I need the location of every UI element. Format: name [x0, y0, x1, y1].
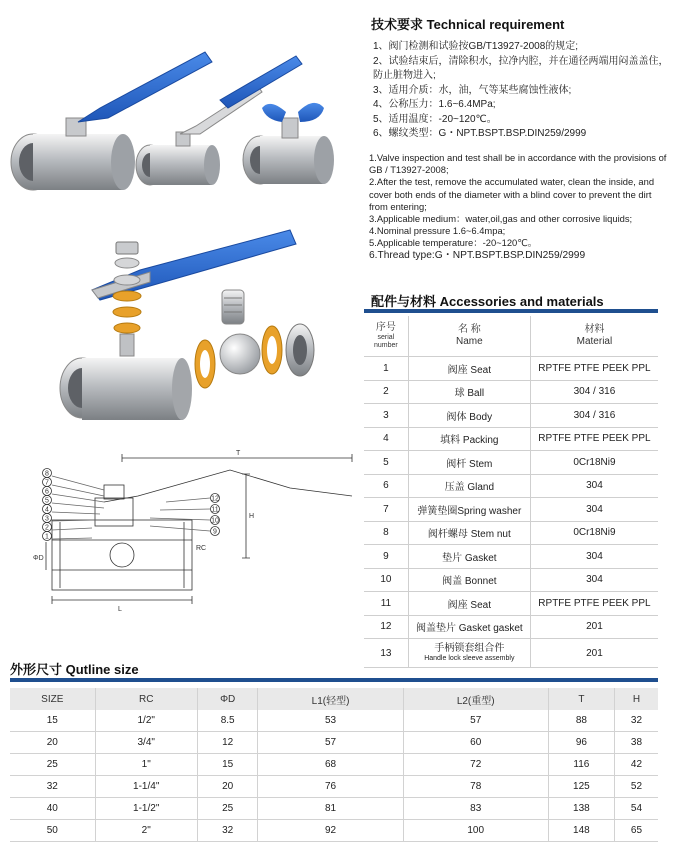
table-cell: 20 — [10, 732, 95, 754]
serial-cell: 2 — [364, 380, 408, 404]
material-cell: 304 — [530, 568, 658, 592]
table-cell: 53 — [258, 710, 403, 732]
table-row — [364, 404, 658, 428]
table-cell: 96 — [548, 732, 614, 754]
column-header: L1(轻型) — [258, 688, 403, 710]
serial-cell: 12 — [364, 615, 408, 639]
list-item: 6.Thread type:G・NPT.BSPT.BSP.DIN259/2999 — [369, 249, 586, 261]
table-cell: 32 — [197, 820, 258, 842]
table-header-row — [364, 316, 658, 357]
table-cell: 15 — [197, 754, 258, 776]
list-item: 1、阀门检测和试验按GB/T13927-2008的规定; — [373, 41, 579, 52]
accessories-table — [364, 316, 658, 668]
material-cell: 0Cr18Ni9 — [530, 451, 658, 475]
name-cell: 阀盖垫片 Gasket gasket — [408, 615, 530, 639]
material-cell: 201 — [530, 615, 658, 639]
callout-number: 8 — [45, 470, 49, 478]
callout-number: 12 — [211, 495, 219, 503]
dim-t-label: T — [236, 450, 241, 457]
table-row — [364, 521, 658, 545]
table-cell: 60 — [403, 732, 548, 754]
column-header: T — [548, 688, 614, 710]
table-row — [10, 732, 658, 754]
outline-title: 外形尺寸 Qutline size — [10, 662, 139, 677]
name-subtext: Handle lock sleeve assembly — [424, 655, 515, 662]
technical-requirement-title: 技术要求 Technical requirement — [371, 17, 565, 32]
callout-number: 1 — [45, 533, 49, 541]
table-cell: 2" — [95, 820, 197, 842]
product-illustrations — [0, 0, 360, 660]
table-row — [364, 474, 658, 498]
serial-cell: 8 — [364, 521, 408, 545]
callout-number: 9 — [213, 528, 217, 536]
list-item: 3.Applicable medium：water,oil,gas and other corrosive liquids; — [369, 213, 633, 225]
dim-l-label: L — [118, 606, 122, 613]
dim-d-label: ΦD — [33, 555, 44, 562]
table-cell: 52 — [614, 776, 658, 798]
table-row — [10, 754, 658, 776]
table-row — [364, 498, 658, 522]
table-cell: 76 — [258, 776, 403, 798]
dim-h-label: H — [249, 513, 255, 520]
column-header: ΦD — [197, 688, 258, 710]
material-cell: RPTFE PTFE PEEK PPL — [530, 357, 658, 381]
outline-table — [10, 688, 658, 842]
table-cell: 32 — [614, 710, 658, 732]
list-item: 3、适用介质：水，油，气等某些腐蚀性液体; — [373, 84, 572, 96]
callout-number: 4 — [45, 506, 49, 514]
serial-cell: 6 — [364, 474, 408, 498]
accessories-divider — [364, 309, 658, 313]
material-cell: 201 — [530, 639, 658, 668]
callout-number: 3 — [45, 515, 49, 523]
name-cell — [408, 639, 530, 668]
dim-rc-label: RC — [196, 545, 207, 552]
material-header: 材料 Material — [530, 316, 658, 357]
list-item: 2.After the test, remove the accumulated water, clean the inside, and cover both ends of the diameter with a blind cover to prevent the dirt from entering; — [369, 176, 655, 212]
table-cell: 15 — [10, 710, 95, 732]
serial-cell: 5 — [364, 451, 408, 475]
column-header: H — [614, 688, 658, 710]
table-cell: 78 — [403, 776, 548, 798]
table-row — [364, 451, 658, 475]
table-cell: 81 — [258, 798, 403, 820]
material-cell: 304 — [530, 545, 658, 569]
list-item: 1.Valve inspection and test shall be in accordance with the provisions of GB / T13927-2008; — [369, 152, 667, 176]
table-cell: 1-1/4" — [95, 776, 197, 798]
table-row — [364, 357, 658, 381]
table-cell: 100 — [403, 820, 548, 842]
table-cell: 65 — [614, 820, 658, 842]
material-cell: 304 — [530, 498, 658, 522]
table-cell: 25 — [10, 754, 95, 776]
technical-cn-list — [373, 40, 673, 142]
table-cell: 88 — [548, 710, 614, 732]
table-cell: 92 — [258, 820, 403, 842]
table-cell: 40 — [10, 798, 95, 820]
table-cell: 20 — [197, 776, 258, 798]
name-cell: 垫片 Gasket — [408, 545, 530, 569]
table-row — [364, 545, 658, 569]
name-cell: 弹簧垫圈Spring washer — [408, 498, 530, 522]
table-row — [364, 639, 658, 668]
table-cell: 1-1/2" — [95, 798, 197, 820]
valve-photo-3 — [243, 103, 334, 184]
serial-cell: 4 — [364, 427, 408, 451]
material-cell: 304 / 316 — [530, 404, 658, 428]
material-cell: 0Cr18Ni9 — [530, 521, 658, 545]
callout-number: 5 — [45, 497, 49, 505]
exploded-view — [60, 230, 314, 420]
name-cell: 填料 Packing — [408, 427, 530, 451]
table-cell: 50 — [10, 820, 95, 842]
table-cell: 138 — [548, 798, 614, 820]
list-item: 4、公称压力：1.6~6.4MPa; — [373, 99, 496, 110]
name-cell: 阀杆螺母 Stem nut — [408, 521, 530, 545]
table-cell: 57 — [258, 732, 403, 754]
table-cell: 1/2" — [95, 710, 197, 732]
name-cell: 阀体 Body — [408, 404, 530, 428]
technical-en-list — [369, 152, 669, 262]
table-row — [10, 820, 658, 842]
name-cell: 球 Ball — [408, 380, 530, 404]
list-item: 5.Applicable temperature：-20~120℃。 — [369, 237, 538, 249]
serial-cell: 7 — [364, 498, 408, 522]
callout-number: 6 — [45, 488, 49, 496]
list-item: 2、试验结束后，清除积水，拉净内腔，并在通径两端用闷盖盖住，防止脏物进入; — [373, 55, 669, 81]
column-header: RC — [95, 688, 197, 710]
table-row — [364, 615, 658, 639]
table-cell: 125 — [548, 776, 614, 798]
table-cell: 1" — [95, 754, 197, 776]
table-row — [364, 592, 658, 616]
serial-cell: 13 — [364, 639, 408, 668]
column-header: L2(重型) — [403, 688, 548, 710]
table-row — [364, 427, 658, 451]
table-cell: 54 — [614, 798, 658, 820]
serial-cell: 10 — [364, 568, 408, 592]
serial-header: 序号 serial number — [364, 316, 408, 357]
serial-cell: 9 — [364, 545, 408, 569]
callout-number: 11 — [211, 506, 219, 514]
name-cell: 压盖 Gland — [408, 474, 530, 498]
column-header: SIZE — [10, 688, 95, 710]
serial-cell: 11 — [364, 592, 408, 616]
table-cell: 83 — [403, 798, 548, 820]
name-cell: 阀盖 Bonnet — [408, 568, 530, 592]
list-item: 6、螺纹类型：G・NPT.BSPT.BSP.DIN259/2999 — [373, 128, 587, 139]
table-cell: 12 — [197, 732, 258, 754]
table-cell: 57 — [403, 710, 548, 732]
callouts-left — [45, 471, 49, 541]
serial-cell: 1 — [364, 357, 408, 381]
name-text: 手柄锁套组合件 — [434, 643, 505, 654]
callout-number: 2 — [45, 524, 49, 532]
material-cell: 304 — [530, 474, 658, 498]
drawing-labels — [33, 450, 254, 613]
table-cell: 68 — [258, 754, 403, 776]
material-cell: RPTFE PTFE PEEK PPL — [530, 592, 658, 616]
name-cell: 阀杆 Stem — [408, 451, 530, 475]
name-cell: 阀座 Seat — [408, 592, 530, 616]
table-row — [10, 798, 658, 820]
callout-number: 7 — [45, 479, 49, 487]
name-cell: 阀座 Seat — [408, 357, 530, 381]
table-cell: 8.5 — [197, 710, 258, 732]
list-item: 5、适用温度：-20~120℃。 — [373, 113, 497, 125]
table-cell: 32 — [10, 776, 95, 798]
table-cell: 148 — [548, 820, 614, 842]
table-cell: 25 — [197, 798, 258, 820]
list-item: 4.Nominal pressure 1.6~6.4mpa; — [369, 225, 506, 237]
table-row — [364, 380, 658, 404]
table-header-row — [10, 688, 658, 710]
table-row — [10, 710, 658, 732]
table-cell: 116 — [548, 754, 614, 776]
table-row — [10, 776, 658, 798]
table-cell: 38 — [614, 732, 658, 754]
callout-number: 10 — [211, 517, 219, 525]
table-cell: 3/4" — [95, 732, 197, 754]
serial-cell: 3 — [364, 404, 408, 428]
table-cell: 72 — [403, 754, 548, 776]
table-cell: 42 — [614, 754, 658, 776]
material-cell: RPTFE PTFE PEEK PPL — [530, 427, 658, 451]
table-row — [364, 568, 658, 592]
name-header: 名 称 Name — [408, 316, 530, 357]
outline-divider — [10, 678, 658, 682]
technical-drawing — [43, 454, 353, 604]
accessories-title: 配件与材料 Accessories and materials — [371, 294, 604, 309]
material-cell: 304 / 316 — [530, 380, 658, 404]
